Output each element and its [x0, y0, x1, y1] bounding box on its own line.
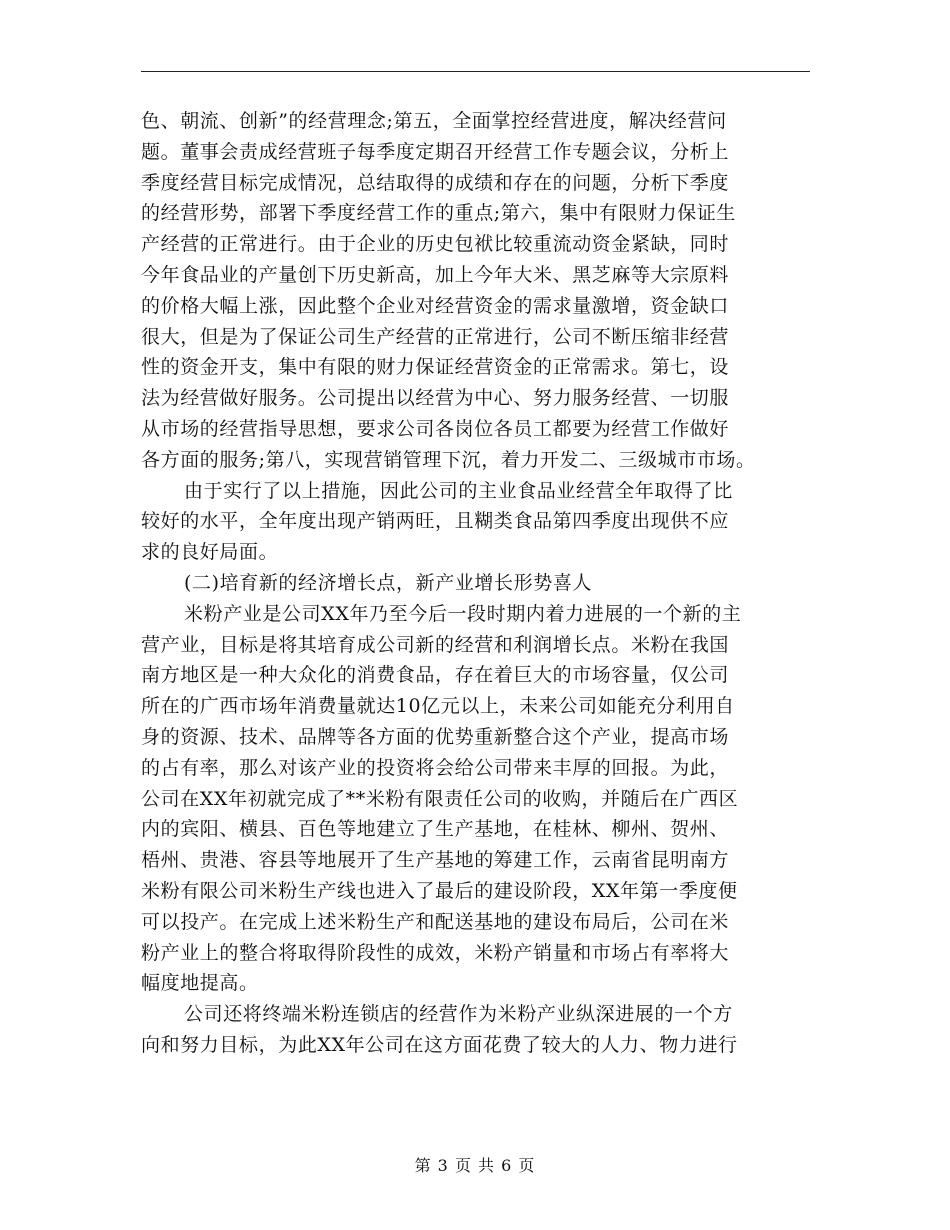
text-line: 由于实行了以上措施，因此公司的主业食品业经营全年取得了比	[184, 479, 733, 502]
text-line: 较好的水平，全年度出现产销两旺，且糊类食品第四季度出现供不应	[141, 510, 730, 533]
text-line: 题。董事会责成经营班子每季度定期召开经营工作专题会议，分析上	[141, 140, 730, 163]
text-line: 梧州、贵港、容县等地展开了生产基地的筹建工作，云南省昆明南方	[141, 849, 730, 872]
text-line: 所在的广西市场年消费量就达10亿元以上，未来公司如能充分利用自	[141, 695, 735, 718]
text-line: 公司还将终端米粉连锁店的经营作为米粉产业纵深进展的一个方	[184, 1003, 733, 1026]
text-line: 幅度地提高。	[141, 972, 259, 995]
header-rule	[141, 71, 810, 72]
text-line: 产经营的正常进行。由于企业的历史包袱比较重流动资金紧缺，同时	[141, 233, 730, 256]
text-line: 米粉产业是公司XX年乃至今后一段时期内着力进展的一个新的主	[184, 602, 742, 625]
text-line: 色、朝流、创新”的经营理念;第五，全面掌控经营进度，解决经营问	[141, 110, 727, 132]
text-line: 内的宾阳、横县、百色等地建立了生产基地，在桂林、柳州、贺州、	[141, 818, 730, 841]
text-line: 营产业，目标是将其培育成公司新的经营和利润增长点。米粉在我国	[141, 633, 730, 656]
text-line: (二)培育新的经济增长点，新产业增长形势喜人	[184, 571, 593, 594]
body-text	[141, 106, 821, 1061]
text-line: 的价格大幅上涨，因此整个企业对经营资金的需求量激增，资金缺口	[141, 294, 730, 317]
text-line: 的经营形势，部署下季度经营工作的重点;第六，集中有限财力保证生	[141, 202, 737, 225]
text-line: 粉产业上的整合将取得阶段性的成效，米粉产销量和市场占有率将大	[141, 941, 730, 964]
text-line: 性的资金开支，集中有限的财力保证经营资金的正常需求。第七，设	[141, 356, 730, 379]
text-line: 米粉有限公司米粉生产线也进入了最后的建设阶段，XX年第一季度便	[141, 879, 738, 902]
text-line: 公司在XX年初就完成了**米粉有限责任公司的收购，并随后在广西区	[141, 787, 739, 810]
text-line: 求的良好局面。	[141, 541, 279, 564]
text-line: 的占有率，那么对该产业的投资将会给公司带来丰厚的回报。为此，	[141, 756, 730, 779]
text-line: 向和努力目标，为此XX年公司在这方面花费了较大的人力、物力进行	[141, 1033, 738, 1056]
text-line: 南方地区是一种大众化的消费食品，存在着巨大的市场容量，仅公司	[141, 664, 730, 687]
text-line: 法为经营做好服务。公司提出以经营为中心、努力服务经营、一切服	[141, 387, 730, 410]
text-line: 各方面的服务;第八，实现营销管理下沉，着力开发二、三级城市市场。	[141, 448, 756, 471]
text-line: 很大，但是为了保证公司生产经营的正常进行，公司不断压缩非经营	[141, 325, 730, 348]
text-line: 身的资源、技术、品牌等各方面的优势重新整合这个产业，提高市场	[141, 725, 730, 748]
text-line: 从市场的经营指导思想，要求公司各岗位各员工都要为经营工作做好	[141, 417, 730, 440]
text-line: 季度经营目标完成情况，总结取得的成绩和存在的问题，分析下季度	[141, 171, 730, 194]
page-number: 第 3 页 共 6 页	[414, 1156, 536, 1175]
text-line: 今年食品业的产量创下历史新高，加上今年大米、黑芝麻等大宗原料	[141, 263, 730, 286]
text-line: 可以投产。在完成上述米粉生产和配送基地的建设布局后，公司在米	[141, 910, 730, 933]
